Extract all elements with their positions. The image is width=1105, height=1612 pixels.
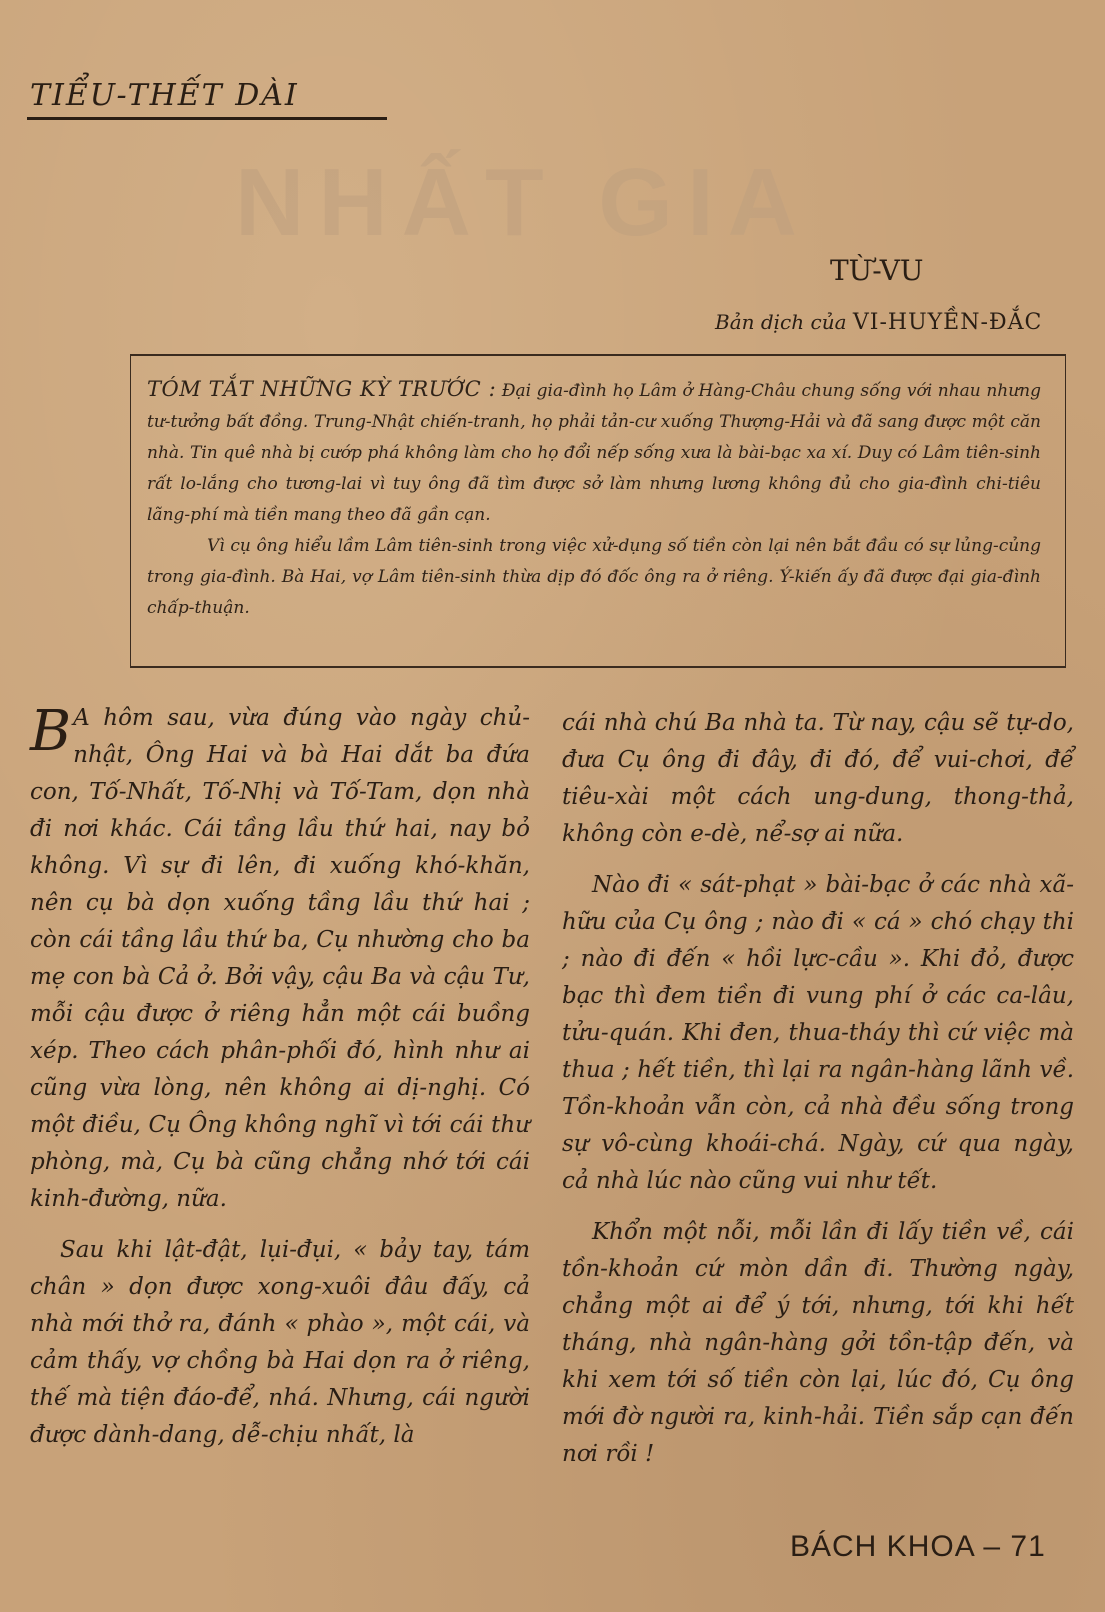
left-paragraph-2: Sau khi lật-đật, lụi-đụi, « bảy tay, tám chân » dọn được xong-xuôi đâu đấy, cả nhà mới thở ra, đánh « phào », một cái, và cảm thấy, vợ chồng bà Hai dọn ra ở riêng, thế mà tiện đáo-để, nhá. Nhưng, cái người được dành-dang, dễ-chịu nhất, là (30, 1237, 530, 1448)
magazine-name: BÁCH KHOA (790, 1530, 975, 1563)
series-underline (27, 117, 387, 120)
translator-name: VI-HUYỀN-ĐẮC (852, 310, 1043, 335)
drop-cap: B (30, 699, 72, 764)
summary-lead: TÓM TẮT NHỮNG KỲ TRƯỚC : (147, 377, 497, 401)
story-title: NHẤT GIA (235, 149, 811, 256)
page-footer (790, 1530, 1046, 1564)
translator-prefix: Bản dịch của (715, 310, 847, 334)
page-number: – 71 (983, 1530, 1046, 1563)
summary-box (130, 354, 1066, 668)
right-paragraph-2: Nào đi « sát-phạt » bài-bạc ở các nhà xã-hữu của Cụ ông ; nào đi « cá » chó chạy thi ; nào đi đến « hồi lực-cầu ». Khi đỏ, được bạc thì đem tiền đi vung phí ở các ca-lâu, tửu-quán. Khi đen, thua-tháy thì cứ việc mà thua ; hết tiền, thì lại ra ngân-hàng lãnh về. Tồn-khoản vẫn còn, cả nhà đều sống trong sự vô-cùng khoái-chá. Ngày, cứ qua ngày, cả nhà lúc nào cũng vui như tết. (562, 872, 1074, 1194)
series-label-part2: ẾT DÀI (177, 78, 299, 113)
translator-credit (715, 310, 1042, 335)
right-paragraph-3: Khổn một nỗi, mỗi lần đi lấy tiền về, cái tồn-khoản cứ mòn dần đi. Thường ngày, chẳng một ai để ý tới, nhưng, tới khi hết tháng, nhà ngân-hàng gởi tồn-tập đến, và khi xem tới số tiền còn lại, lúc đó, Cụ ông mới đờ người ra, kinh-hải. Tiền sắp cạn đến nơi rồi ! (562, 1219, 1074, 1467)
left-paragraph-1 (30, 700, 530, 1218)
summary-text-1: Đại gia-đình họ Lâm ở Hàng-Châu chung sống với nhau nhưng tư-tưởng bất đồng. Trung-Nhật chiến-tranh, họ phải tản-cư xuống Thượng-Hải và đã sang được một căn nhà. Tin quê nhà bị cướp phá không làm cho họ đổi nếp sống xưa là bài-bạc xa xí. Duy có Lâm tiên-sinh rất lo-lắng cho tương-lai vì tuy ông đã tìm được sở làm nhưng lương không đủ cho gia-đình chi-tiêu lãng-phí mà tiền mang theo đã gần cạn. (147, 381, 1041, 525)
series-label (30, 78, 299, 113)
summary-paragraph-1 (147, 374, 1041, 531)
series-label-part1: TIỂU-TH (30, 78, 178, 113)
author-name: TỪ-VU (830, 254, 924, 287)
right-paragraph-1: cái nhà chú Ba nhà ta. Từ nay, cậu sẽ tự-do, đưa Cụ ông đi đây, đi đó, để vui-chơi, để tiêu-xài một cách ung-dung, thong-thả, không còn e-dè, nể-sợ ai nữa. (562, 710, 1074, 847)
summary-paragraph-2: Vì cụ ông hiểu lầm Lâm tiên-sinh trong việc xử-dụng số tiền còn lại nên bắt đầu có sự lủng-củng trong gia-đình. Bà Hai, vợ Lâm tiên-sinh thừa dịp đó đốc ông ra ở riêng. Ý-kiến ấy đã được đại gia-đình chấp-thuận. (147, 536, 1041, 618)
left-paragraph-1-text: A hôm sau, vừa đúng vào ngày chủ-nhật, Ông Hai và bà Hai dắt ba đứa con, Tố-Nhất, Tố-Nhị và Tố-Tam, dọn nhà đi nơi khác. Cái tầng lầu thứ hai, nay bỏ không. Vì sự đi lên, đi xuống khó-khăn, nên cụ bà dọn xuống tầng lầu thứ hai ; còn cái tầng lầu thứ ba, Cụ nhường cho ba mẹ con bà Cả ở. Bởi vậy, cậu Ba và cậu Tư, mỗi cậu được ở riêng hẳn một cái buồng xép. Theo cách phân-phối đó, hình như ai cũng vừa lòng, nên không ai dị-nghị. Có một điều, Cụ Ông không nghĩ vì tới cái thư phòng, mà, Cụ bà cũng chẳng nhớ tới cái kinh-đường, nữa. (30, 705, 530, 1212)
left-column (30, 700, 530, 1468)
right-column (562, 705, 1074, 1487)
